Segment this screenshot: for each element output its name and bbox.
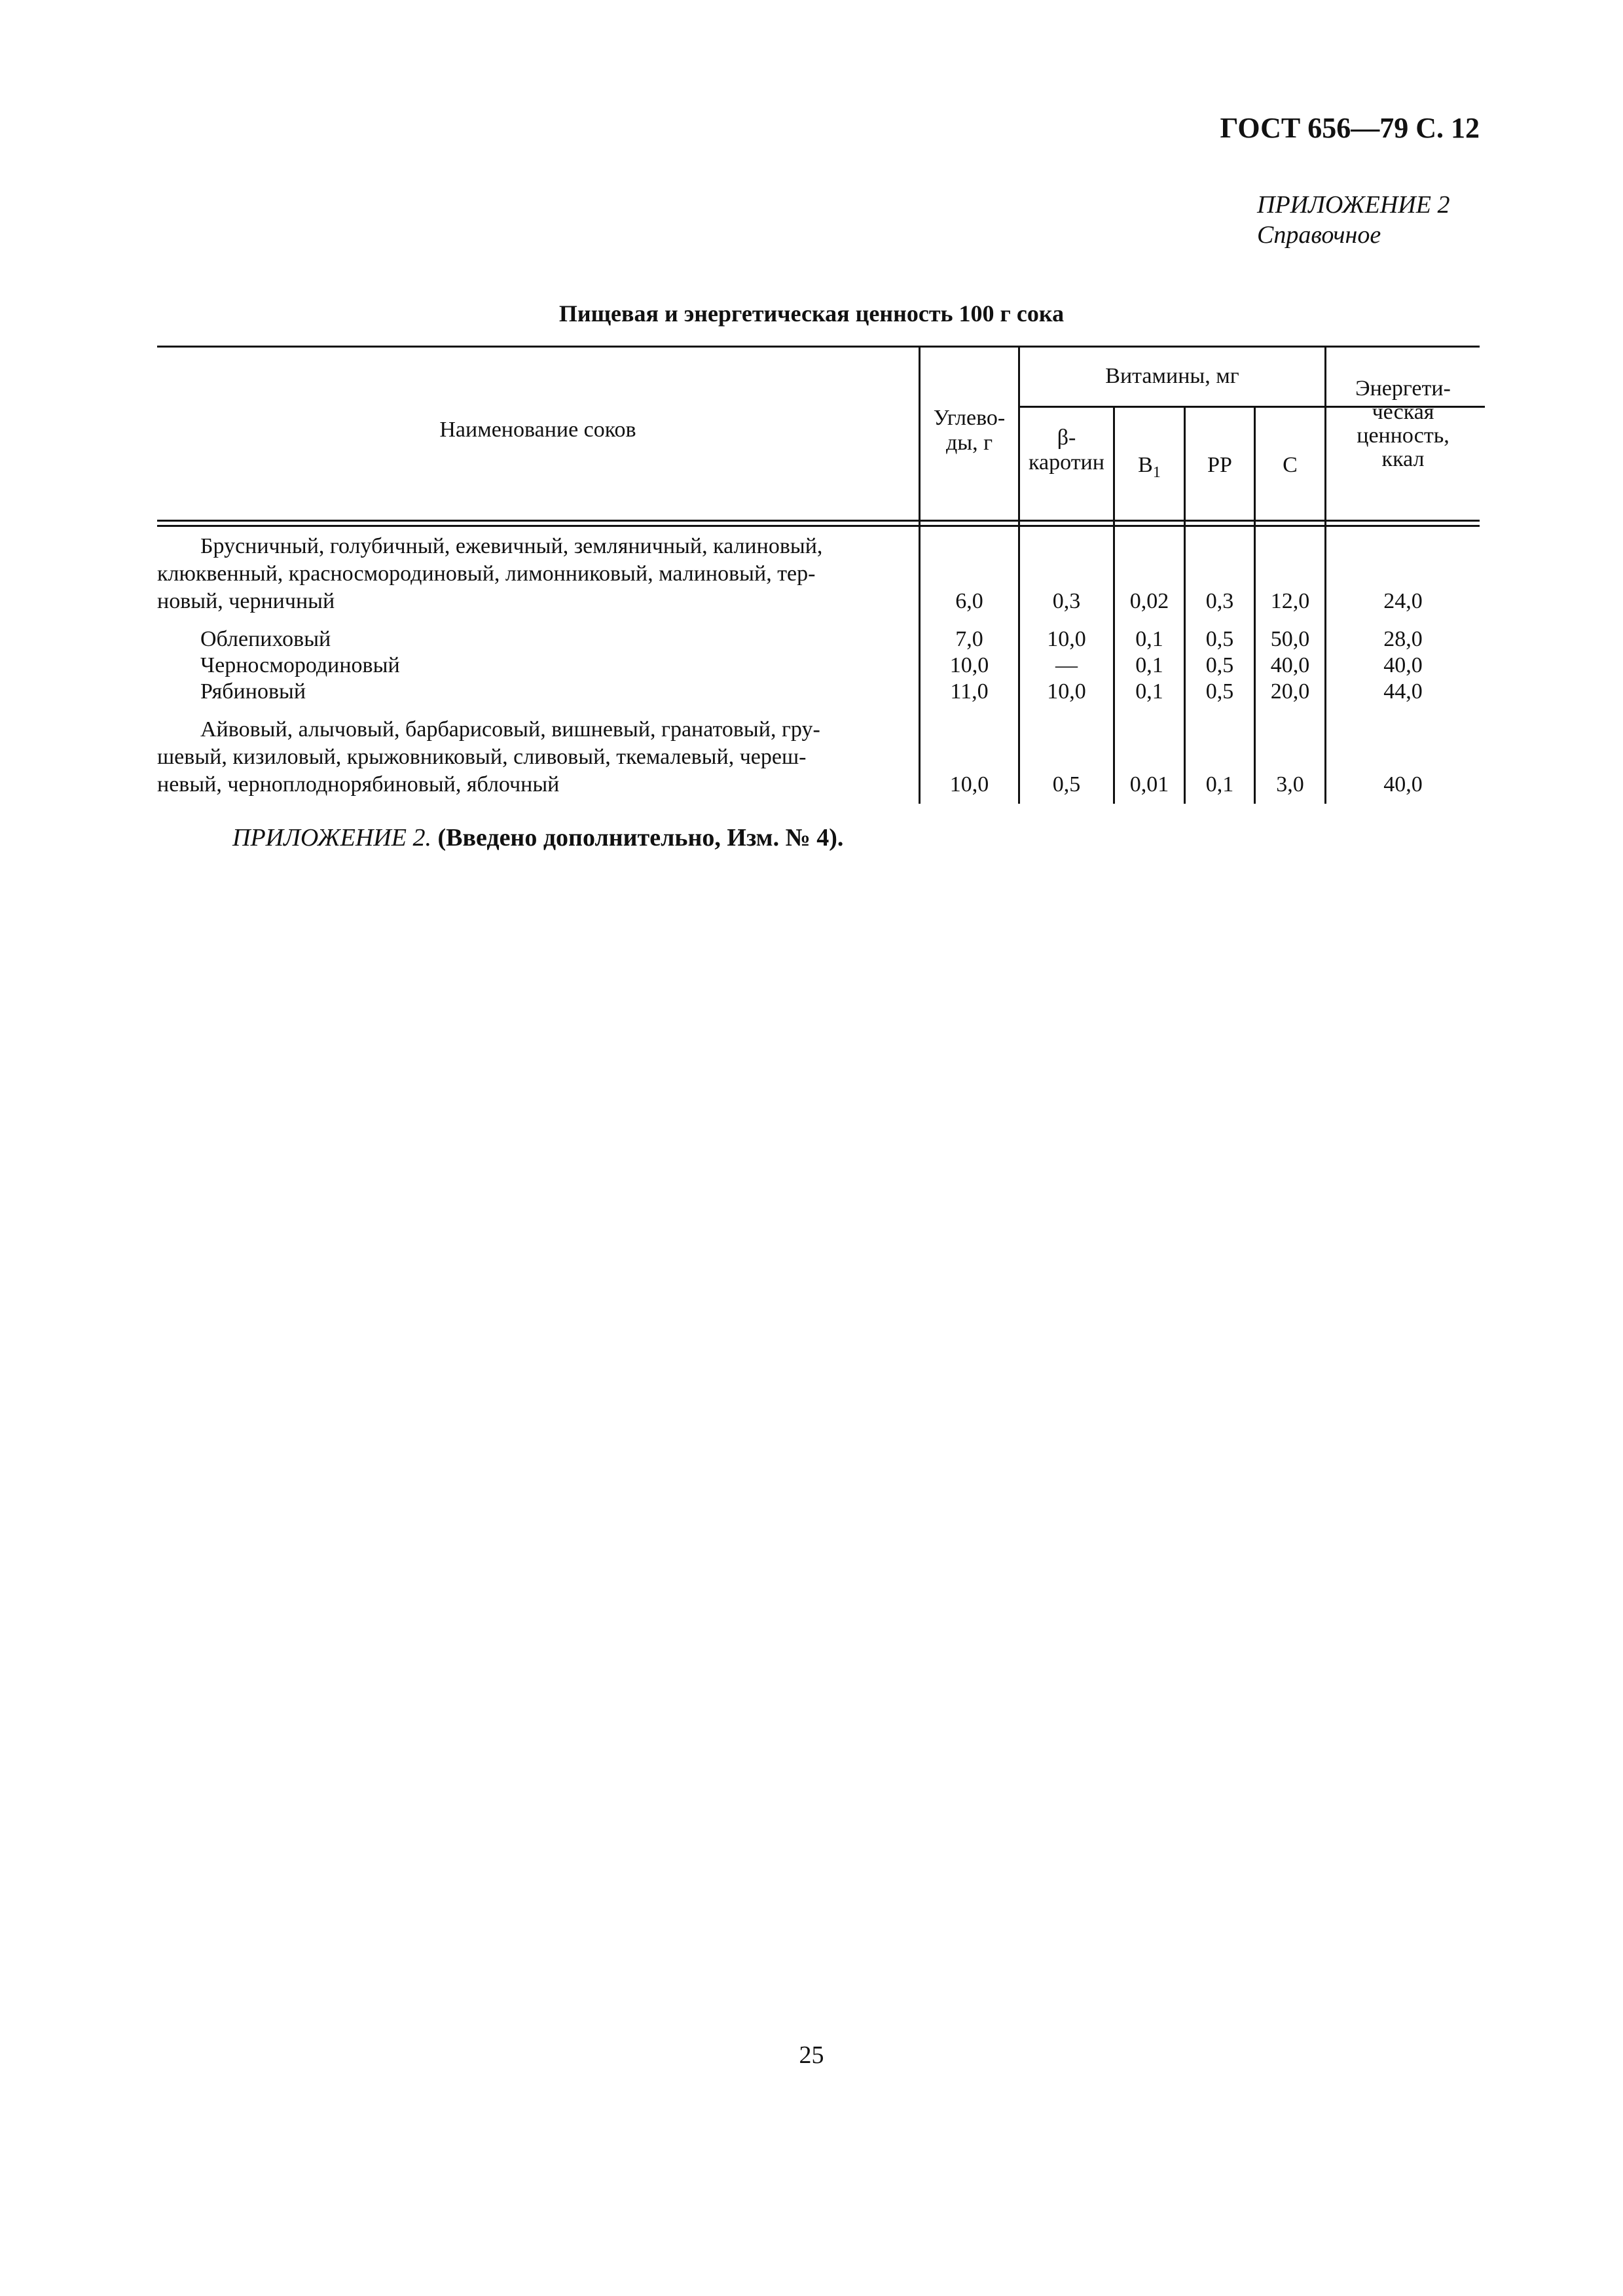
cell-beta: — [1055, 653, 1078, 677]
header-bottom-rule-2 [157, 525, 1480, 527]
cell-b1: 0,01 [1129, 772, 1169, 797]
cell-c: 12,0 [1270, 589, 1310, 613]
row-name-line: Брусничный, голубичный, ежевичный, земляничный, калиновый, [200, 534, 823, 558]
amendment-label: ПРИЛОЖЕНИЕ 2. [232, 824, 431, 852]
header-beta-line: β- [1057, 425, 1076, 450]
cell-beta: 0,5 [1052, 772, 1081, 797]
cell-pp: 0,3 [1205, 589, 1234, 613]
cell-c: 3,0 [1276, 772, 1304, 797]
header-beta-line: каротин [1029, 450, 1104, 475]
cell-beta: 0,3 [1052, 589, 1081, 613]
col-divider [1018, 346, 1020, 804]
cell-carbs: 7,0 [955, 627, 983, 651]
row-name-line: Айвовый, алычовый, барбарисовый, вишневый, гранатовый, гру- [200, 717, 820, 742]
header-carbs-line: Углево- [933, 406, 1006, 430]
row-name-line: Облепиховый [200, 627, 331, 651]
row-name-line: новый, черничный [157, 589, 335, 613]
document-code: ГОСТ 656—79 С. 12 [1220, 112, 1480, 144]
cell-carbs: 6,0 [955, 589, 983, 613]
page-number: 25 [799, 2041, 824, 2069]
table-row-name [200, 678, 306, 706]
header-pp: PP [1207, 453, 1232, 477]
row-name-line: невый, черноплоднорябиновый, яблочный [157, 772, 560, 797]
header-name: Наименование соков [439, 418, 636, 442]
cell-energy: 24,0 [1383, 589, 1423, 613]
table-title: Пищевая и энергетическая ценность 100 г сока [558, 300, 1065, 327]
appendix-heading [1257, 190, 1450, 250]
header-b1: $B_1$ [1138, 453, 1161, 481]
table-row-name [200, 652, 400, 679]
cell-b1: 0,1 [1135, 679, 1163, 704]
cell-pp: 0,1 [1205, 772, 1234, 797]
table-row-name [200, 626, 331, 653]
row-name-line: Черносмородиновый [200, 653, 400, 677]
cell-c: 50,0 [1270, 627, 1310, 651]
amendment-note [232, 823, 843, 852]
cell-carbs: 11,0 [950, 679, 989, 704]
cell-pp: 0,5 [1205, 653, 1234, 677]
cell-beta: 10,0 [1047, 679, 1086, 704]
header-vitamins: Витамины, мг [1105, 364, 1239, 388]
header-bottom-rule-1 [157, 520, 1480, 522]
row-name-line: Рябиновый [200, 679, 306, 704]
header-carbs [921, 406, 1018, 456]
header-carbs-line: ды, г [945, 431, 993, 455]
table-top-rule [157, 346, 1480, 348]
cell-pp: 0,5 [1205, 679, 1234, 704]
header-energy [1326, 377, 1480, 471]
header-energy-line: ческая [1372, 400, 1434, 424]
cell-beta: 10,0 [1047, 627, 1086, 651]
cell-c: 40,0 [1270, 653, 1310, 677]
cell-energy: 28,0 [1383, 627, 1423, 651]
cell-c: 20,0 [1270, 679, 1310, 704]
table-row-name [157, 716, 919, 798]
appendix-label: ПРИЛОЖЕНИЕ 2 [1257, 191, 1450, 219]
cell-energy: 40,0 [1383, 772, 1423, 797]
header-energy-line: ценность, [1357, 423, 1450, 448]
table-row-name [157, 533, 919, 615]
appendix-kind: Справочное [1257, 221, 1381, 249]
cell-b1: 0,1 [1135, 653, 1163, 677]
cell-energy: 44,0 [1383, 679, 1423, 704]
cell-pp: 0,5 [1205, 627, 1234, 651]
cell-energy: 40,0 [1383, 653, 1423, 677]
cell-b1: 0,02 [1129, 589, 1169, 613]
amendment-text: (Введено дополнительно, Изм. № 4). [437, 824, 844, 852]
row-name-line: шевый, кизиловый, крыжовниковый, сливовый, ткемалевый, череш- [157, 745, 807, 769]
cell-carbs: 10,0 [949, 772, 989, 797]
nutrition-table [157, 346, 1480, 804]
cell-carbs: 10,0 [949, 653, 989, 677]
header-c: C [1283, 453, 1298, 477]
header-energy-line: Энергети- [1355, 376, 1451, 401]
header-energy-line: ккал [1381, 447, 1425, 471]
row-name-line: клюквенный, красносмородиновый, лимонниковый, малиновый, тер- [157, 562, 816, 586]
header-beta-carotene [1020, 425, 1113, 475]
cell-b1: 0,1 [1135, 627, 1163, 651]
